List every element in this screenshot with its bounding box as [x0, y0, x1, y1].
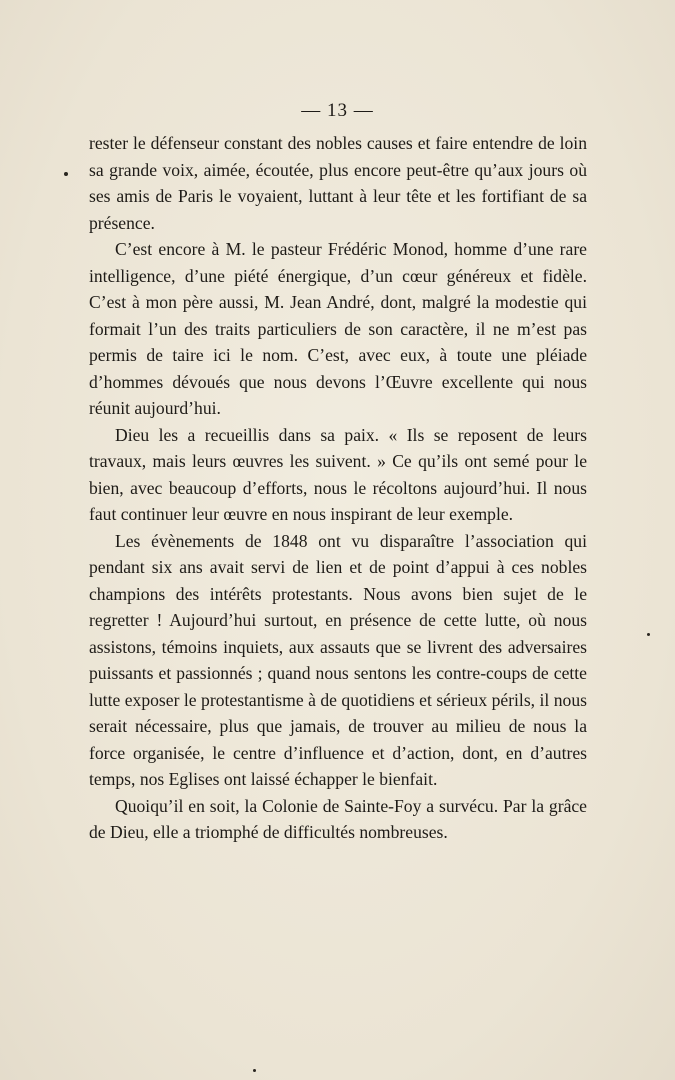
margin-speck: [647, 633, 650, 636]
paragraph-4: Les évènements de 1848 ont vu disparaître l’association qui pendant six ans avait servi de lien et de point d’appui à ces nobles champions des intérêts protestants. Nous avons bien sujet de le regretter ! Aujourd’hui surtout, en présence de cette lutte, où nous assistons, témoins inquiets, aux assauts que se livrent des adversaires puissants et passionnés ; quand nous sentons les contre-coups de cette lutte exposer le protestantisme à de quotidiens et sérieux périls, il nous serait nécessaire, plus que jamais, de trouver au milieu de nous la force organisée, le centre d’influence et d’action, dont, en d’autres temps, nos Eglises ont laissé échapper le bienfait.: [89, 530, 587, 789]
page-body: [89, 130, 587, 846]
paragraph-1: rester le défenseur constant des nobles causes et faire entendre de loin sa grande voix, aimée, écoutée, plus encore peut-être qu’aux jours où ses amis de Paris le voyaient, luttant à leur tête et les fortifiant de sa présence.: [89, 133, 587, 233]
paragraph-5: Quoiqu’il en soit, la Colonie de Sainte-Foy a survécu. Par la grâce de Dieu, elle a triomphé de difficultés nombreuses.: [89, 795, 587, 842]
margin-speck: [253, 1069, 256, 1072]
margin-speck: [64, 172, 68, 176]
page-number: — 13 —: [301, 100, 374, 121]
paragraph-2: C’est encore à M. le pasteur Frédéric Monod, homme d’une rare intelligence, d’une piété énergique, d’un cœur généreux et fidèle. C’est à mon père aussi, M. Jean André, dont, malgré la modestie qui formait l’un des traits particuliers de son caractère, il ne m’est pas permis de taire ici le nom. C’est, avec eux, à toute une pléiade d’hommes dévoués que nous devons l’Œuvre excellente qui nous réunit aujourd’hui.: [89, 239, 587, 418]
paragraph-3: Dieu les a recueillis dans sa paix. « Ils se reposent de leurs travaux, mais leurs œuvres les suivent. » Ce qu’ils ont semé pour le bien, avec beaucoup d’efforts, nous le récoltons aujourd’hui. Il nous faut continuer leur œuvre en nous inspirant de leur exemple.: [89, 424, 587, 524]
